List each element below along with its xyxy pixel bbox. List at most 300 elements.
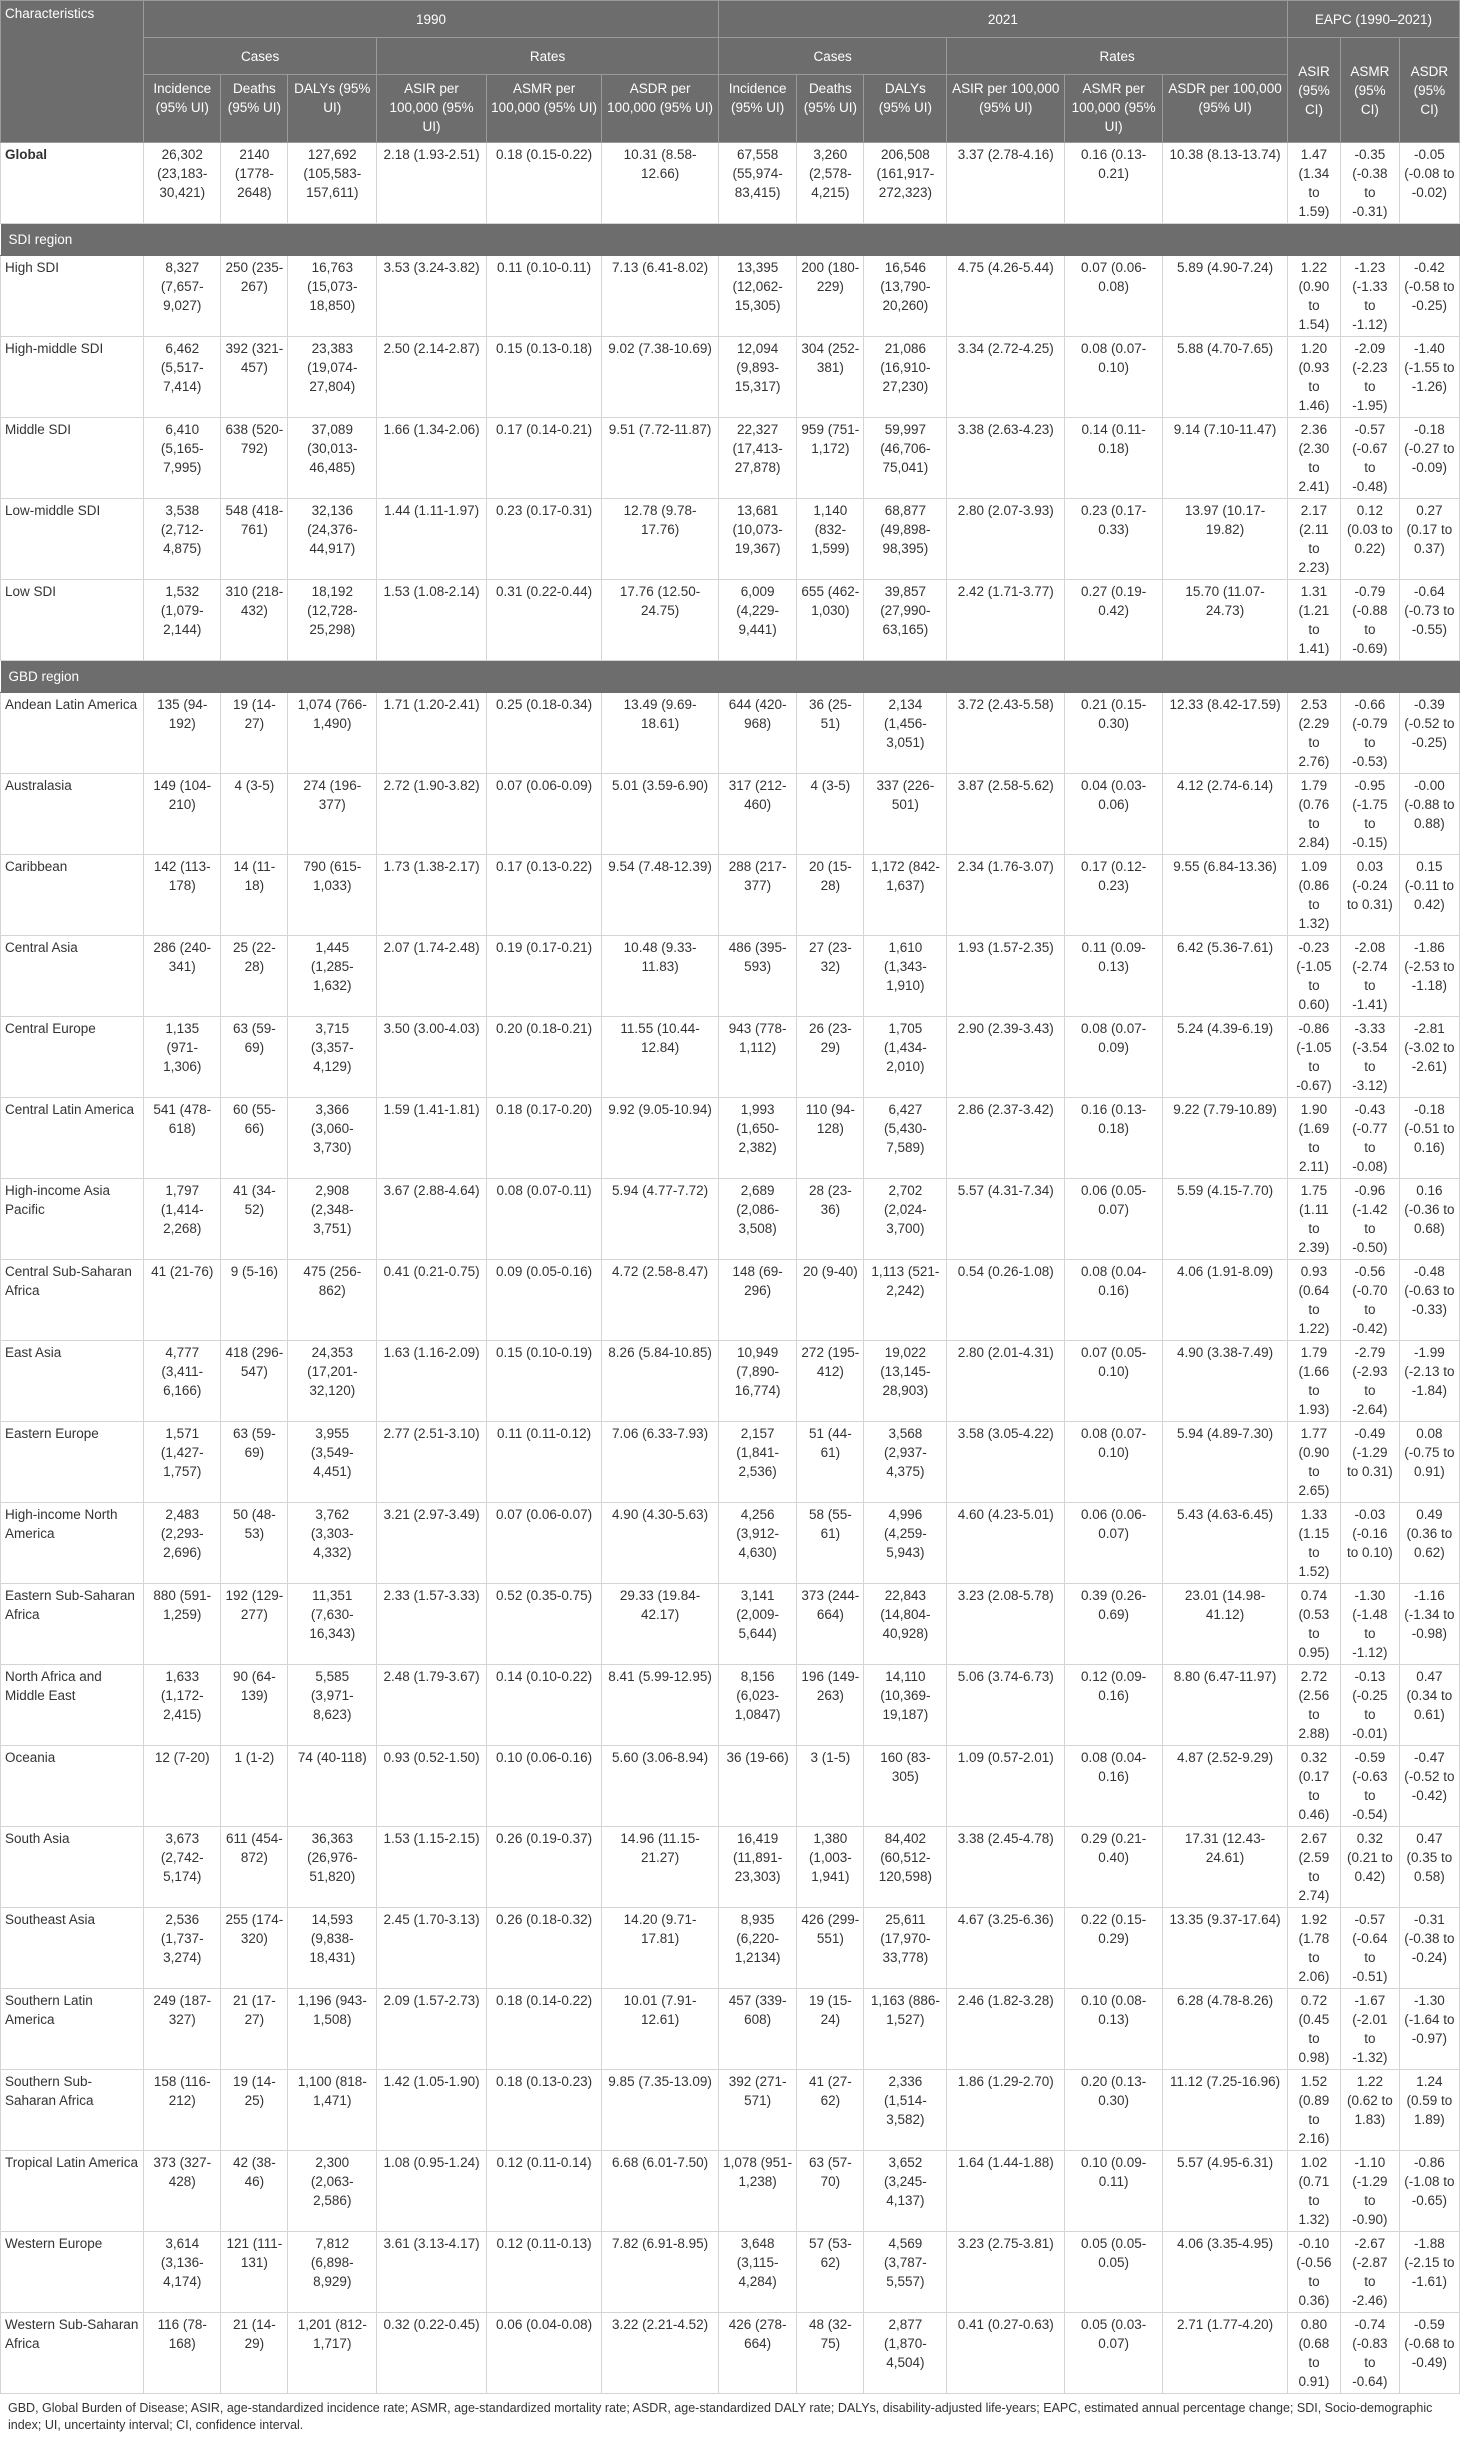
table-cell: -0.49 (-1.29 to 0.31) [1340, 1422, 1399, 1503]
table-cell: -0.48 (-0.63 to -0.33) [1399, 1260, 1459, 1341]
row-label: Southern Latin America [1, 1989, 144, 2070]
table-cell: 3.37 (2.78-4.16) [947, 143, 1065, 224]
table-cell: -0.79 (-0.88 to -0.69) [1340, 580, 1399, 661]
table-cell: 149 (104-210) [144, 774, 221, 855]
table-cell: 0.20 (0.18-0.21) [486, 1017, 601, 1098]
table-row [1, 1422, 1460, 1503]
table-cell: 0.09 (0.05-0.16) [486, 1260, 601, 1341]
table-cell: 2.53 (2.29 to 2.76) [1287, 693, 1340, 774]
table-cell: 0.08 (0.07-0.11) [486, 1179, 601, 1260]
table-cell: 790 (615-1,033) [288, 855, 377, 936]
table-cell: 3,614 (3,136-4,174) [144, 2232, 221, 2313]
table-cell: 3,260 (2,578-4,215) [797, 143, 864, 224]
table-cell: 90 (64-139) [221, 1665, 288, 1746]
table-cell: 644 (420-968) [718, 693, 796, 774]
table-cell: 3,538 (2,712-4,875) [144, 499, 221, 580]
table-cell: 250 (235-267) [221, 256, 288, 337]
section-header-row [1, 661, 1460, 693]
table-cell: -2.81 (-3.02 to -2.61) [1399, 1017, 1459, 1098]
table-cell: 1,705 (1,434-2,010) [864, 1017, 947, 1098]
table-cell: 0.21 (0.15-0.30) [1065, 693, 1163, 774]
row-label: Andean Latin America [1, 693, 144, 774]
table-row [1, 1665, 1460, 1746]
table-cell: 7.13 (6.41-8.02) [602, 256, 719, 337]
table-cell: 0.41 (0.21-0.75) [377, 1260, 487, 1341]
table-cell: 17.76 (12.50-24.75) [602, 580, 719, 661]
table-cell: 1,380 (1,003-1,941) [797, 1827, 864, 1908]
table-cell: 638 (520-792) [221, 418, 288, 499]
table-cell: 8,935 (6,220-1,2134) [718, 1908, 796, 1989]
table-cell: 1.66 (1.34-2.06) [377, 418, 487, 499]
table-cell: 3,366 (3,060-3,730) [288, 1098, 377, 1179]
table-body [1, 143, 1460, 2394]
table-row [1, 693, 1460, 774]
table-cell: 2.33 (1.57-3.33) [377, 1584, 487, 1665]
table-cell: 37,089 (30,013-46,485) [288, 418, 377, 499]
table-cell: 2,483 (2,293-2,696) [144, 1503, 221, 1584]
table-cell: 2.36 (2.30 to 2.41) [1287, 418, 1340, 499]
table-cell: -1.10 (-1.29 to -0.90) [1340, 2151, 1399, 2232]
table-cell: 6.28 (4.78-8.26) [1163, 1989, 1288, 2070]
table-cell: 2.09 (1.57-2.73) [377, 1989, 487, 2070]
table-cell: 9.14 (7.10-11.47) [1163, 418, 1288, 499]
table-cell: 22,843 (14,804-40,928) [864, 1584, 947, 1665]
table-cell: 41 (34-52) [221, 1179, 288, 1260]
row-label: High SDI [1, 256, 144, 337]
table-cell: 6,009 (4,229-9,441) [718, 580, 796, 661]
table-cell: 0.12 (0.11-0.13) [486, 2232, 601, 2313]
row-label: Low SDI [1, 580, 144, 661]
table-cell: 17.31 (12.43-24.61) [1163, 1827, 1288, 1908]
table-cell: 2,157 (1,841-2,536) [718, 1422, 796, 1503]
table-cell: 0.80 (0.68 to 0.91) [1287, 2313, 1340, 2394]
table-cell: 1.22 (0.90 to 1.54) [1287, 256, 1340, 337]
table-cell: 2,908 (2,348-3,751) [288, 1179, 377, 1260]
table-cell: 121 (111-131) [221, 2232, 288, 2313]
table-cell: 5.57 (4.95-6.31) [1163, 2151, 1288, 2232]
table-cell: 4.60 (4.23-5.01) [947, 1503, 1065, 1584]
table-row [1, 2151, 1460, 2232]
table-cell: 0.17 (0.13-0.22) [486, 855, 601, 936]
table-cell: 1 (1-2) [221, 1746, 288, 1827]
table-cell: 1,100 (818-1,471) [288, 2070, 377, 2151]
table-cell: 0.23 (0.17-0.31) [486, 499, 601, 580]
table-cell: 1.73 (1.38-2.17) [377, 855, 487, 936]
section-header-row [1, 224, 1460, 256]
table-cell: 3,673 (2,742-5,174) [144, 1827, 221, 1908]
table-cell: 0.93 (0.64 to 1.22) [1287, 1260, 1340, 1341]
table-cell: 4 (3-5) [221, 774, 288, 855]
table-cell: 26 (23-29) [797, 1017, 864, 1098]
table-cell: -0.56 (-0.70 to -0.42) [1340, 1260, 1399, 1341]
table-cell: 1.79 (1.66 to 1.93) [1287, 1341, 1340, 1422]
table-cell: 8,156 (6,023-1,0847) [718, 1665, 796, 1746]
table-cell: 1,074 (766-1,490) [288, 693, 377, 774]
table-cell: 27 (23-32) [797, 936, 864, 1017]
table-cell: 0.25 (0.18-0.34) [486, 693, 601, 774]
table-cell: 12,094 (9,893-15,317) [718, 337, 796, 418]
table-cell: 3.34 (2.72-4.25) [947, 337, 1065, 418]
table-cell: 4.87 (2.52-9.29) [1163, 1746, 1288, 1827]
table-cell: 3,762 (3,303-4,332) [288, 1503, 377, 1584]
table-cell: 21,086 (16,910-27,230) [864, 337, 947, 418]
table-cell: 50 (48-53) [221, 1503, 288, 1584]
table-cell: 4,996 (4,259-5,943) [864, 1503, 947, 1584]
table-cell: 16,419 (11,891-23,303) [718, 1827, 796, 1908]
table-cell: 0.07 (0.05-0.10) [1065, 1341, 1163, 1422]
table-row [1, 1746, 1460, 1827]
table-cell: 0.15 (-0.11 to 0.42) [1399, 855, 1459, 936]
table-cell: 63 (57-70) [797, 2151, 864, 2232]
table-cell: 142 (113-178) [144, 855, 221, 936]
table-cell: 0.07 (0.06-0.09) [486, 774, 601, 855]
table-cell: 1.79 (0.76 to 2.84) [1287, 774, 1340, 855]
table-cell: 4 (3-5) [797, 774, 864, 855]
table-cell: 880 (591-1,259) [144, 1584, 221, 1665]
table-cell: 20 (15-28) [797, 855, 864, 936]
table-cell: 0.12 (0.09-0.16) [1065, 1665, 1163, 1746]
table-cell: 32,136 (24,376-44,917) [288, 499, 377, 580]
row-label: Eastern Europe [1, 1422, 144, 1503]
table-cell: 2,536 (1,737-3,274) [144, 1908, 221, 1989]
table-row [1, 936, 1460, 1017]
table-row [1, 1584, 1460, 1665]
table-cell: 2.77 (2.51-3.10) [377, 1422, 487, 1503]
table-cell: -0.05 (-0.08 to -0.02) [1399, 143, 1459, 224]
table-cell: 1.93 (1.57-2.35) [947, 936, 1065, 1017]
table-cell: 5.24 (4.39-6.19) [1163, 1017, 1288, 1098]
table-cell: 1,571 (1,427-1,757) [144, 1422, 221, 1503]
table-cell: 0.06 (0.06-0.07) [1065, 1503, 1163, 1584]
table-cell: 11.55 (10.44-12.84) [602, 1017, 719, 1098]
table-cell: 0.04 (0.03-0.06) [1065, 774, 1163, 855]
table-cell: 5.01 (3.59-6.90) [602, 774, 719, 855]
table-row [1, 143, 1460, 224]
section-label: SDI region [1, 224, 1460, 256]
table-cell: 0.11 (0.10-0.11) [486, 256, 601, 337]
row-label: Western Sub-Saharan Africa [1, 2313, 144, 2394]
table-cell: 1.42 (1.05-1.90) [377, 2070, 487, 2151]
table-cell: 3.53 (3.24-3.82) [377, 256, 487, 337]
table-cell: 1.44 (1.11-1.97) [377, 499, 487, 580]
section-label: GBD region [1, 661, 1460, 693]
table-cell: 18,192 (12,728-25,298) [288, 580, 377, 661]
header-asdr-2021: ASDR per 100,000 (95% UI) [1163, 75, 1288, 143]
table-cell: 29.33 (19.84-42.17) [602, 1584, 719, 1665]
table-cell: 392 (271-571) [718, 2070, 796, 2151]
table-cell: -0.23 (-1.05 to 0.60) [1287, 936, 1340, 1017]
table-cell: 13.49 (9.69-18.61) [602, 693, 719, 774]
table-row [1, 499, 1460, 580]
table-cell: 2.34 (1.76-3.07) [947, 855, 1065, 936]
table-cell: 457 (339-608) [718, 1989, 796, 2070]
table-cell: 2.50 (2.14-2.87) [377, 337, 487, 418]
table-cell: 10.48 (9.33-11.83) [602, 936, 719, 1017]
table-cell: 4.06 (3.35-4.95) [1163, 2232, 1288, 2313]
table-cell: 1.92 (1.78 to 2.06) [1287, 1908, 1340, 1989]
table-cell: 9.55 (6.84-13.36) [1163, 855, 1288, 936]
table-cell: 286 (240-341) [144, 936, 221, 1017]
table-row [1, 1989, 1460, 2070]
table-cell: -2.67 (-2.87 to -2.46) [1340, 2232, 1399, 2313]
table-cell: -0.57 (-0.67 to -0.48) [1340, 418, 1399, 499]
table-cell: 21 (17-27) [221, 1989, 288, 2070]
table-cell: 1,633 (1,172-2,415) [144, 1665, 221, 1746]
table-cell: 541 (478-618) [144, 1098, 221, 1179]
table-cell: 3.72 (2.43-5.58) [947, 693, 1065, 774]
table-cell: 0.10 (0.09-0.11) [1065, 2151, 1163, 2232]
table-cell: 9.92 (9.05-10.94) [602, 1098, 719, 1179]
table-cell: 0.12 (0.11-0.14) [486, 2151, 601, 2232]
table-cell: 1.64 (1.44-1.88) [947, 2151, 1065, 2232]
table-row [1, 2070, 1460, 2151]
table-cell: 2.46 (1.82-3.28) [947, 1989, 1065, 2070]
table-cell: 19 (14-27) [221, 693, 288, 774]
row-label: North Africa and Middle East [1, 1665, 144, 1746]
table-cell: 2.17 (2.11 to 2.23) [1287, 499, 1340, 580]
table-cell: 1.86 (1.29-2.70) [947, 2070, 1065, 2151]
table-cell: 0.10 (0.08-0.13) [1065, 1989, 1163, 2070]
table-cell: 63 (59-69) [221, 1017, 288, 1098]
table-cell: -0.74 (-0.83 to -0.64) [1340, 2313, 1399, 2394]
table-cell: 4,777 (3,411-6,166) [144, 1341, 221, 1422]
table-cell: 15.70 (11.07-24.73) [1163, 580, 1288, 661]
table-cell: 12.78 (9.78-17.76) [602, 499, 719, 580]
table-cell: 3,141 (2,009-5,644) [718, 1584, 796, 1665]
table-cell: -1.40 (-1.55 to -1.26) [1399, 337, 1459, 418]
table-cell: -0.39 (-0.52 to -0.25) [1399, 693, 1459, 774]
row-label: Central Asia [1, 936, 144, 1017]
header-incidence-2021: Incidence (95% UI) [718, 75, 796, 143]
table-cell: 2,300 (2,063-2,586) [288, 2151, 377, 2232]
row-label: Eastern Sub-Saharan Africa [1, 1584, 144, 1665]
table-cell: 0.74 (0.53 to 0.95) [1287, 1584, 1340, 1665]
table-cell: 6,427 (5,430-7,589) [864, 1098, 947, 1179]
table-row [1, 1260, 1460, 1341]
table-cell: 0.32 (0.21 to 0.42) [1340, 1827, 1399, 1908]
table-cell: 3.23 (2.75-3.81) [947, 2232, 1065, 2313]
table-cell: 3,652 (3,245-4,137) [864, 2151, 947, 2232]
table-cell: 58 (55-61) [797, 1503, 864, 1584]
table-cell: 23,383 (19,074-27,804) [288, 337, 377, 418]
header-asir-2021: ASIR per 100,000 (95% UI) [947, 75, 1065, 143]
table-cell: 1,201 (812-1,717) [288, 2313, 377, 2394]
table-cell: 0.27 (0.19-0.42) [1065, 580, 1163, 661]
row-label: Southeast Asia [1, 1908, 144, 1989]
table-row [1, 1827, 1460, 1908]
table-cell: -1.30 (-1.64 to -0.97) [1399, 1989, 1459, 2070]
table-cell: 2.42 (1.71-3.77) [947, 580, 1065, 661]
table-cell: 9.85 (7.35-13.09) [602, 2070, 719, 2151]
table-cell: 84,402 (60,512-120,598) [864, 1827, 947, 1908]
table-cell: 14.96 (11.15-21.27) [602, 1827, 719, 1908]
table-cell: 0.11 (0.09-0.13) [1065, 936, 1163, 1017]
table-cell: 9.51 (7.72-11.87) [602, 418, 719, 499]
table-cell: 48 (32-75) [797, 2313, 864, 2394]
table-cell: -3.33 (-3.54 to -3.12) [1340, 1017, 1399, 1098]
table-cell: 0.16 (0.13-0.18) [1065, 1098, 1163, 1179]
header-rates-1990: Rates [377, 38, 719, 75]
table-cell: 39,857 (27,990-63,165) [864, 580, 947, 661]
table-cell: 0.20 (0.13-0.30) [1065, 2070, 1163, 2151]
table-cell: 0.32 (0.22-0.45) [377, 2313, 487, 2394]
table-cell: -0.42 (-0.58 to -0.25) [1399, 256, 1459, 337]
table-row [1, 1503, 1460, 1584]
table-cell: 68,877 (49,898-98,395) [864, 499, 947, 580]
table-cell: -0.35 (-0.38 to -0.31) [1340, 143, 1399, 224]
table-cell: 10.01 (7.91-12.61) [602, 1989, 719, 2070]
table-cell: 10,949 (7,890-16,774) [718, 1341, 796, 1422]
table-cell: 3.23 (2.08-5.78) [947, 1584, 1065, 1665]
table-cell: 2,689 (2,086-3,508) [718, 1179, 796, 1260]
table-cell: 2.72 (1.90-3.82) [377, 774, 487, 855]
table-cell: 13.35 (9.37-17.64) [1163, 1908, 1288, 1989]
table-cell: 0.17 (0.14-0.21) [486, 418, 601, 499]
table-cell: 0.14 (0.11-0.18) [1065, 418, 1163, 499]
table-cell: 12.33 (8.42-17.59) [1163, 693, 1288, 774]
table-cell: 0.72 (0.45 to 0.98) [1287, 1989, 1340, 2070]
header-cases-1990: Cases [144, 38, 377, 75]
table-cell: 9.02 (7.38-10.69) [602, 337, 719, 418]
table-cell: 3.50 (3.00-4.03) [377, 1017, 487, 1098]
table-cell: 4.12 (2.74-6.14) [1163, 774, 1288, 855]
table-cell: 1.52 (0.89 to 2.16) [1287, 2070, 1340, 2151]
table-cell: 1.20 (0.93 to 1.46) [1287, 337, 1340, 418]
table-cell: 1.75 (1.11 to 2.39) [1287, 1179, 1340, 1260]
table-cell: 1.77 (0.90 to 2.65) [1287, 1422, 1340, 1503]
header-year-2021: 2021 [718, 1, 1287, 38]
table-cell: 5.59 (4.15-7.70) [1163, 1179, 1288, 1260]
table-cell: 0.41 (0.27-0.63) [947, 2313, 1065, 2394]
table-cell: 7.82 (6.91-8.95) [602, 2232, 719, 2313]
table-cell: 0.15 (0.13-0.18) [486, 337, 601, 418]
table-cell: 135 (94-192) [144, 693, 221, 774]
header-asmr-1990: ASMR per 100,000 (95% UI) [486, 75, 601, 143]
table-cell: -0.10 (-0.56 to 0.36) [1287, 2232, 1340, 2313]
header-asdr-1990: ASDR per 100,000 (95% UI) [602, 75, 719, 143]
row-label: Central Europe [1, 1017, 144, 1098]
table-cell: 5.43 (4.63-6.45) [1163, 1503, 1288, 1584]
row-label: Low-middle SDI [1, 499, 144, 580]
table-cell: 2.71 (1.77-4.20) [1163, 2313, 1288, 2394]
table-cell: 11,351 (7,630-16,343) [288, 1584, 377, 1665]
table-cell: 418 (296-547) [221, 1341, 288, 1422]
table-cell: 0.22 (0.15-0.29) [1065, 1908, 1163, 1989]
table-cell: 0.11 (0.11-0.12) [486, 1422, 601, 1503]
table-cell: 317 (212-460) [718, 774, 796, 855]
table-cell: 8.41 (5.99-12.95) [602, 1665, 719, 1746]
table-cell: 5.60 (3.06-8.94) [602, 1746, 719, 1827]
table-cell: 23.01 (14.98-41.12) [1163, 1584, 1288, 1665]
table-cell: 0.31 (0.22-0.44) [486, 580, 601, 661]
table-cell: 0.18 (0.17-0.20) [486, 1098, 601, 1179]
table-cell: 0.08 (0.04-0.16) [1065, 1260, 1163, 1341]
table-cell: 0.18 (0.15-0.22) [486, 143, 601, 224]
table-cell: 2.80 (2.07-3.93) [947, 499, 1065, 580]
header-deaths-2021: Deaths (95% UI) [797, 75, 864, 143]
header-dalys-1990: DALYs (95% UI) [288, 75, 377, 143]
row-label: High-income North America [1, 1503, 144, 1584]
table-cell: -1.30 (-1.48 to -1.12) [1340, 1584, 1399, 1665]
table-cell: 959 (751-1,172) [797, 418, 864, 499]
table-cell: 0.19 (0.17-0.21) [486, 936, 601, 1017]
table-row [1, 1179, 1460, 1260]
table-cell: 5.94 (4.89-7.30) [1163, 1422, 1288, 1503]
table-cell: 0.18 (0.13-0.23) [486, 2070, 601, 2151]
table-cell: 13,395 (12,062-15,305) [718, 256, 796, 337]
table-row [1, 855, 1460, 936]
table-cell: 1,532 (1,079-2,144) [144, 580, 221, 661]
table-cell: 41 (27-62) [797, 2070, 864, 2151]
table-cell: -0.86 (-1.08 to -0.65) [1399, 2151, 1459, 2232]
table-cell: 0.08 (0.07-0.10) [1065, 1422, 1163, 1503]
table-cell: 4,569 (3,787-5,557) [864, 2232, 947, 2313]
row-label: Global [1, 143, 144, 224]
table-cell: 0.03 (-0.24 to 0.31) [1340, 855, 1399, 936]
table-cell: 1,196 (943-1,508) [288, 1989, 377, 2070]
table-cell: 3.58 (3.05-4.22) [947, 1422, 1065, 1503]
table-row [1, 774, 1460, 855]
header-asmr-2021: ASMR per 100,000 (95% UI) [1065, 75, 1163, 143]
table-cell: 1,140 (832-1,599) [797, 499, 864, 580]
table-cell: 272 (195-412) [797, 1341, 864, 1422]
table-cell: 2.80 (2.01-4.31) [947, 1341, 1065, 1422]
table-cell: -0.66 (-0.79 to -0.53) [1340, 693, 1399, 774]
table-cell: 1.31 (1.21 to 1.41) [1287, 580, 1340, 661]
table-cell: 192 (129-277) [221, 1584, 288, 1665]
row-label: High-middle SDI [1, 337, 144, 418]
table-cell: 3.67 (2.88-4.64) [377, 1179, 487, 1260]
table-cell: 5.88 (4.70-7.65) [1163, 337, 1288, 418]
table-cell: 13,681 (10,073-19,367) [718, 499, 796, 580]
table-cell: 0.17 (0.12-0.23) [1065, 855, 1163, 936]
table-cell: 249 (187-327) [144, 1989, 221, 2070]
table-cell: 10.31 (8.58-12.66) [602, 143, 719, 224]
table-cell: 9 (5-16) [221, 1260, 288, 1341]
table-cell: 6.68 (6.01-7.50) [602, 2151, 719, 2232]
table-cell: 1.53 (1.15-2.15) [377, 1827, 487, 1908]
table-cell: 0.52 (0.35-0.75) [486, 1584, 601, 1665]
table-cell: 426 (278-664) [718, 2313, 796, 2394]
table-cell: 0.27 (0.17 to 0.37) [1399, 499, 1459, 580]
table-cell: 14,110 (10,369-19,187) [864, 1665, 947, 1746]
table-cell: 127,692 (105,583-157,611) [288, 143, 377, 224]
table-cell: 337 (226-501) [864, 774, 947, 855]
table-cell: -1.99 (-2.13 to -1.84) [1399, 1341, 1459, 1422]
table-cell: 14.20 (9.71-17.81) [602, 1908, 719, 1989]
row-label: High-income Asia Pacific [1, 1179, 144, 1260]
table-cell: 2.45 (1.70-3.13) [377, 1908, 487, 1989]
table-cell: 14,593 (9,838-18,431) [288, 1908, 377, 1989]
table-cell: 1.53 (1.08-2.14) [377, 580, 487, 661]
header-eapc-asmr: ASMR (95% CI) [1340, 38, 1399, 143]
table-cell: 7,812 (6,898-8,929) [288, 2232, 377, 2313]
table-cell: 1,445 (1,285-1,632) [288, 936, 377, 1017]
table-cell: 59,997 (46,706-75,041) [864, 418, 947, 499]
table-cell: 1,610 (1,343-1,910) [864, 936, 947, 1017]
table-cell: 0.47 (0.34 to 0.61) [1399, 1665, 1459, 1746]
table-cell: 2.72 (2.56 to 2.88) [1287, 1665, 1340, 1746]
table-cell: 36 (19-66) [718, 1746, 796, 1827]
table-cell: 0.39 (0.26-0.69) [1065, 1584, 1163, 1665]
table-cell: -0.18 (-0.51 to 0.16) [1399, 1098, 1459, 1179]
table-cell: 19 (14-25) [221, 2070, 288, 2151]
table-cell: 8,327 (7,657-9,027) [144, 256, 221, 337]
table-cell: 0.23 (0.17-0.33) [1065, 499, 1163, 580]
table-row [1, 1341, 1460, 1422]
table-cell: 16,546 (13,790-20,260) [864, 256, 947, 337]
table-cell: 0.54 (0.26-1.08) [947, 1260, 1065, 1341]
